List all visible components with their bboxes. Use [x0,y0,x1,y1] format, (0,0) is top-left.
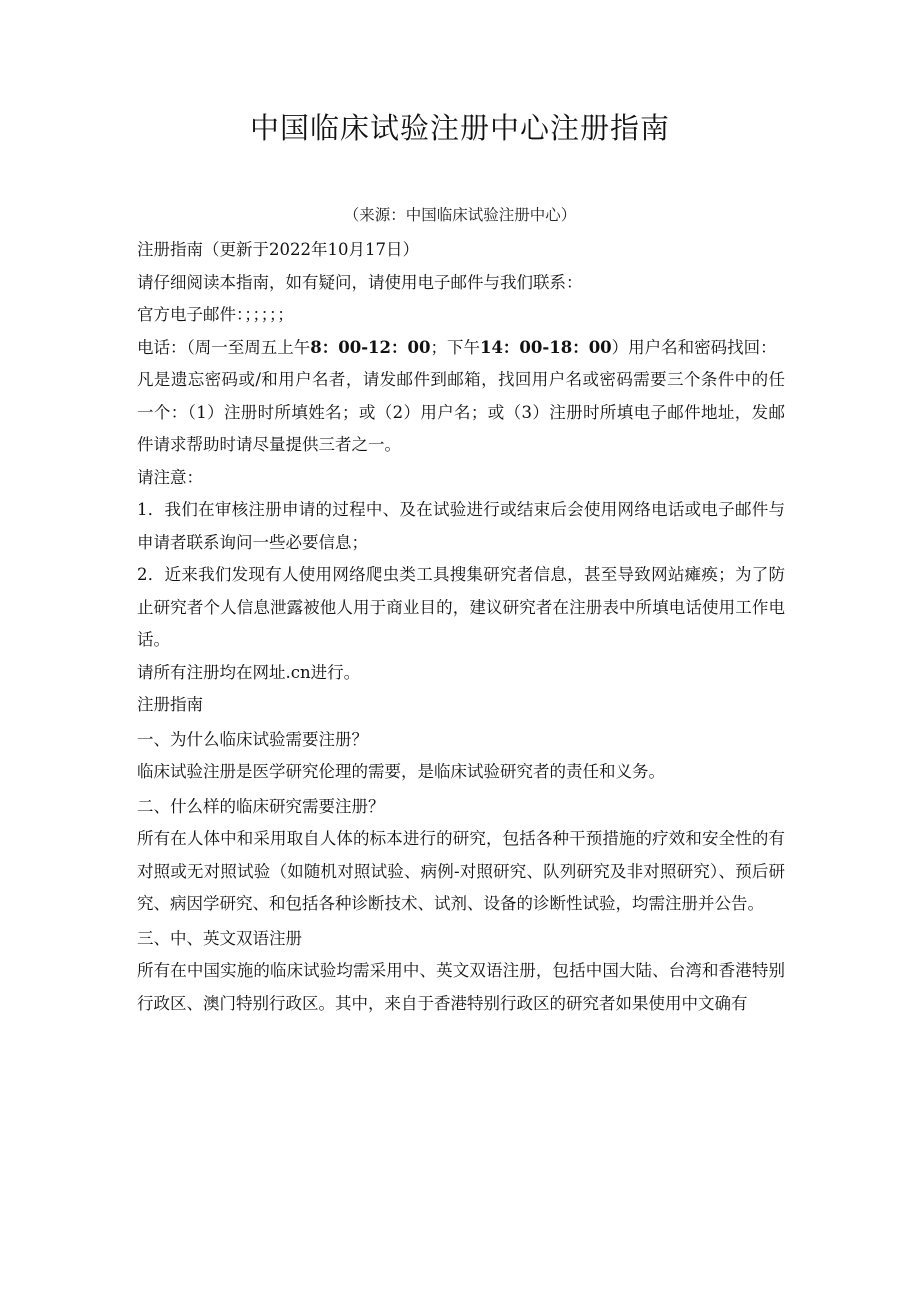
source-line: （来源：中国临床试验注册中心） [343,206,577,224]
section-1-heading: 一、为什么临床试验需要注册？ [137,729,368,749]
updated-line: 注册指南（更新于2022年10月17日） [137,240,419,259]
section-2-heading: 二、什么样的临床研究需要注册？ [137,796,385,816]
document-body [137,234,785,1020]
site-line: 请所有注册均在网址.cn进行。 [137,662,361,682]
note-2: 2．近来我们发现有人使用网络爬虫类工具搜集研究者信息，甚至导致网站瘫痪；为了防止研究者个人信息泄露被他人用于商业目的，建议研究者在注册表中所填电话使用工作电话。 [137,565,785,649]
intro-line: 请仔细阅读本指南，如有疑问，请使用电子邮件与我们联系： [137,272,583,292]
note-1: 1．我们在审核注册申请的过程中、及在试验进行或结束后会使用网络电话或电子邮件与申请者联系询问一些必要信息； [137,500,785,552]
section-3-heading: 三、中、英文双语注册 [137,928,302,948]
email-line: 官方电子邮件：；；；；； [137,305,294,324]
page-title: 中国临床试验注册中心注册指南 [249,111,670,145]
phone-line [137,332,785,365]
phone-am-hours: 8：00-12：00 [310,337,431,357]
guide-heading: 注册指南 [137,695,203,714]
phone-pm-hours: 14：00-18：00 [479,337,612,357]
phone-label: 电话：（周一至周五上午 [137,337,311,357]
section-3-text: 所有在中国实施的临床试验均需采用中、英文双语注册，包括中国大陆、台湾和香港特别行政区、澳门特别行政区。其中，来自于香港特别行政区的研究者如果使用中文确有 [137,961,785,1013]
notice-heading: 请注意： [137,467,203,487]
section-1-text: 临床试验注册是医学研究伦理的需要，是临床试验研究者的责任和义务。 [137,762,665,781]
phone-tail: ）用户名和密码找回： [611,337,777,357]
section-2-text: 所有在人体中和采用取自人体的标本进行的研究，包括各种干预措施的疗效和安全性的有对照或无对照试验（如随机对照试验、病例-对照研究、队列研究及非对照研究）、预后研究、病因学研究、和包括各种诊断技术、试剂、设备的诊断性试验，均需注册并公告。 [137,829,785,913]
phone-separator: ；下午 [430,337,480,357]
recovery-paragraph: 凡是遗忘密码或/和用户名者，请发邮件到邮箱，找回用户名或密码需要三个条件中的任一个：（1）注册时所填姓名；或（2）用户名；或（3）注册时所填电子邮件地址，发邮件请求帮助时请尽量提供三者之一。 [137,370,785,454]
